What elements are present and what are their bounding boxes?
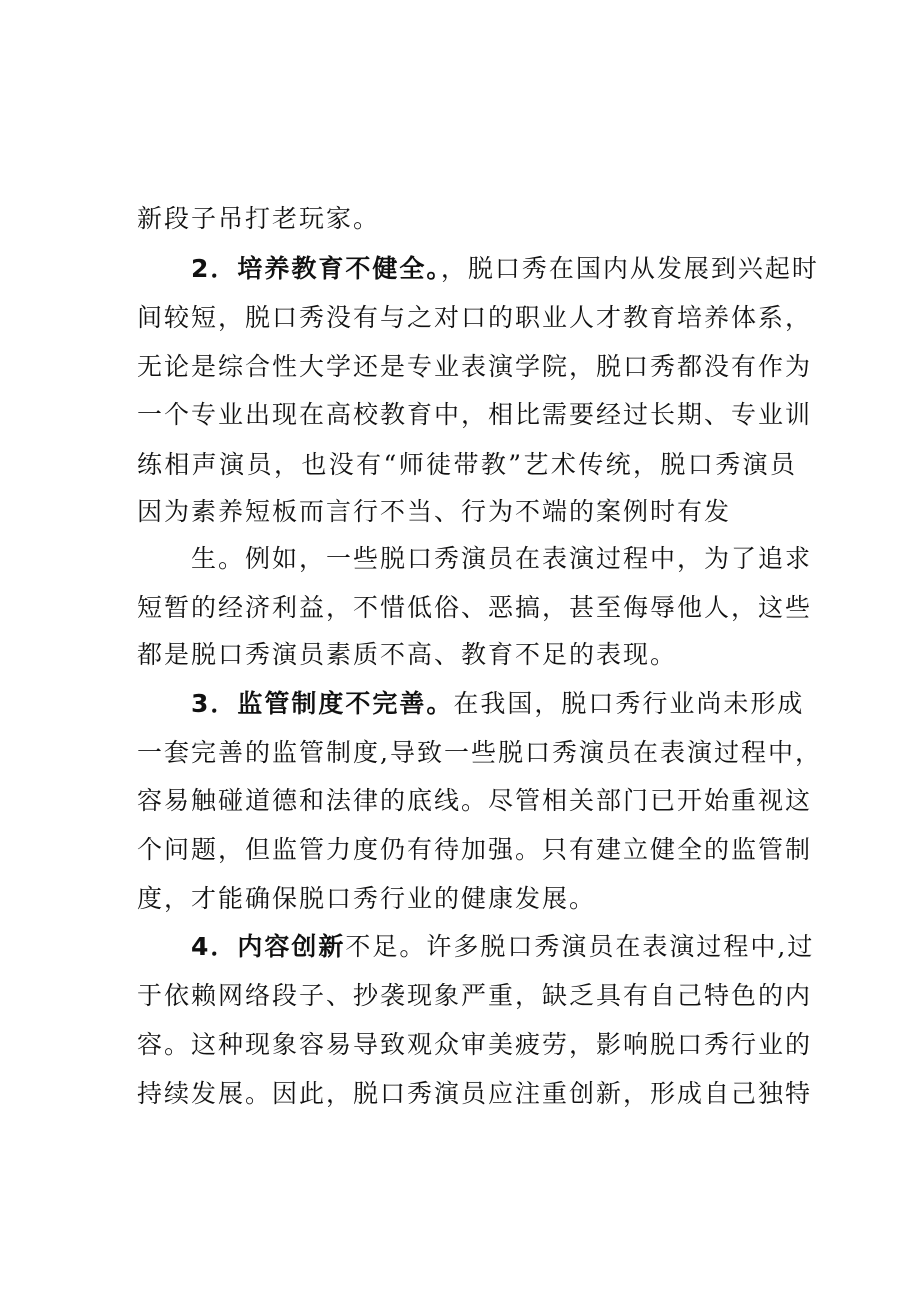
body-line [137,633,797,677]
body-line [137,1023,813,1067]
line-text: 一套完善的监管制度,导致一些脱口秀演员在表演过程中， [137,738,822,767]
line-text: 都是脱口秀演员素质不高、教育不足的表现。 [137,640,678,669]
section-heading-line [191,925,815,969]
line-text: 不足。许多脱口秀演员在表演过程中,过 [345,932,815,961]
line-text: 短暂的经济利益，不惜低俗、恶搞，甚至侮辱他人，这些 [137,593,813,622]
line-text: 在我国，脱口秀行业尚未形成 [453,689,805,718]
line-text: 于依赖网络段子、抄袭现象严重，缺乏具有自己特色的内 [137,981,813,1010]
body-line [137,877,797,921]
section-heading-line [191,682,805,726]
body-line [137,197,797,241]
section-heading: 3．监管制度不完善。 [191,689,454,718]
line-text: 持续发展。因此，脱口秀演员应注重创新，形成自己独特 [137,1079,813,1108]
line-text: 个问题，但监管力度仍有待加强。只有建立健全的监管制 [137,835,813,864]
line-text: 容。这种现象容易导致观众审美疲劳，影响脱口秀行业的 [137,1030,813,1059]
body-line [137,779,813,823]
line-text: 生。例如，一些脱口秀演员在表演过程中，为了追求 [191,544,813,573]
line-text: 一个专业出现在高校教育中，相比需要经过长期、专业训 [137,400,813,429]
line-text: 练相声演员，也没有“师徒带教”艺术传统，脱口秀演员 [137,450,797,479]
line-text: 间较短，脱口秀没有与之对口的职业人才教育培养体系， [137,303,813,332]
body-line [137,974,813,1018]
body-line [137,828,813,872]
section-heading: 2．培养教育不健全。 [191,254,441,283]
body-line [137,296,813,340]
section-heading-line [191,247,819,291]
line-text: 新段子吊打老玩家。 [137,204,381,233]
body-line [137,393,813,437]
line-text: ，脱口秀在国内从发展到兴起时 [440,254,819,283]
body-line [137,586,813,630]
body-line [137,731,822,775]
line-text: 因为素养短板而言行不当、行为不端的案例时有发 [137,497,732,526]
line-text: 度，才能确保脱口秀行业的健康发展。 [137,884,597,913]
body-line [191,537,813,581]
line-text: 容易触碰道德和法律的底线。尽管相关部门已开始重视这 [137,786,813,815]
body-line [137,1072,813,1116]
line-text: 无论是综合性大学还是专业表演学院，脱口秀都没有作为 [137,352,813,381]
body-line [137,490,797,534]
section-heading: 4．内容创新 [191,932,346,961]
body-line [137,443,797,487]
body-line [137,345,813,389]
